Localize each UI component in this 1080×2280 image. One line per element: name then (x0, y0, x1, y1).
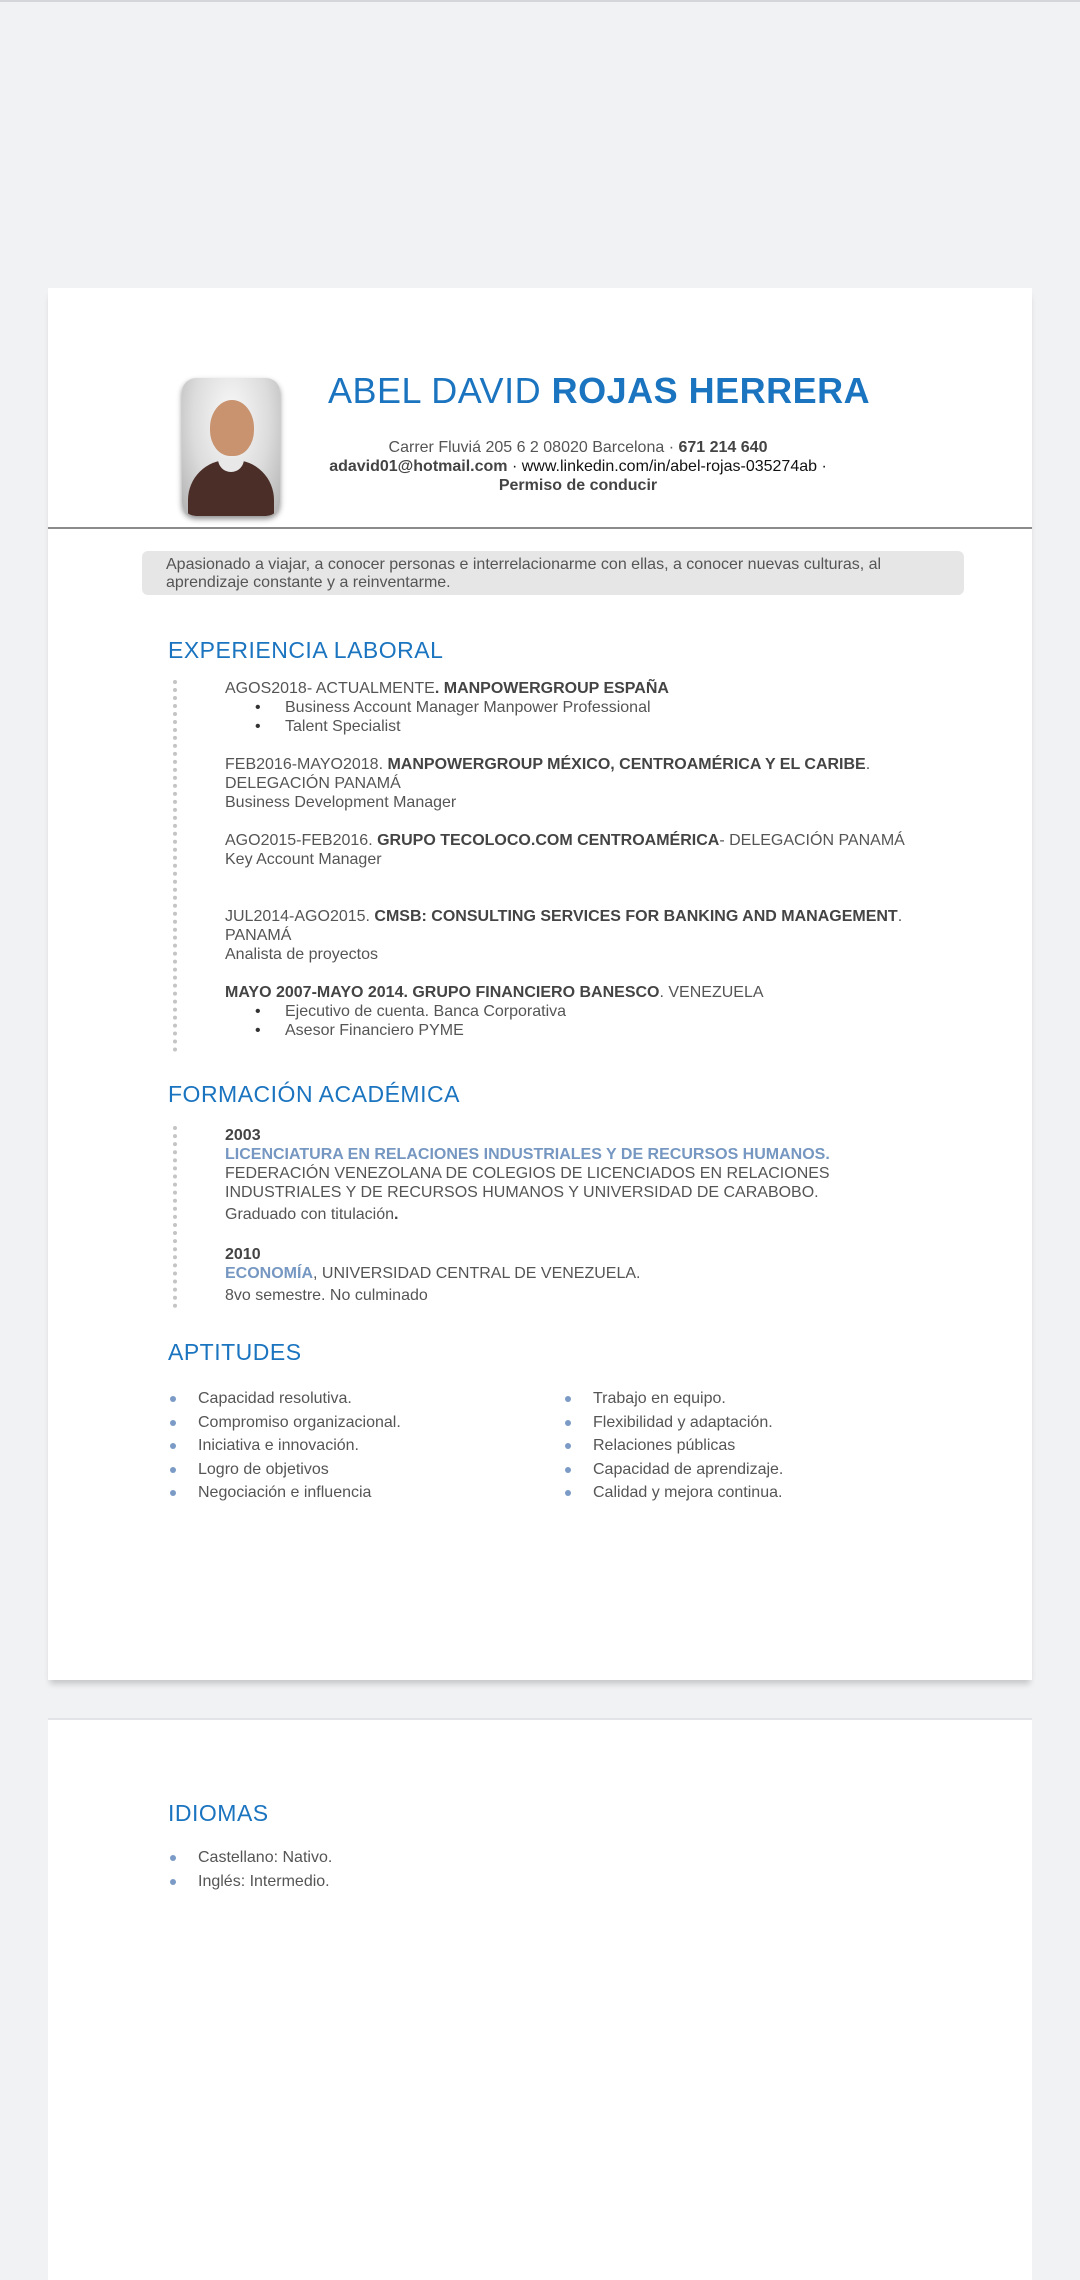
entry-note: 8vo semestre. No culminado (225, 1287, 428, 1304)
list-item: • Asesor Financiero PYME (255, 1021, 925, 1040)
entry-note: Graduado con titulación (225, 1206, 394, 1223)
skills-list-left (168, 1387, 401, 1505)
header-divider (48, 527, 1032, 529)
candidate-name (328, 370, 871, 412)
linkedin-link[interactable]: www.linkedin.com/in/abel-rojas-035274ab (521, 458, 818, 475)
list-item: Castellano: Nativo. (168, 1846, 332, 1870)
entry-company: . MANPOWERGROUP ESPAÑA (434, 680, 669, 697)
entry-location: . PANAMÁ (225, 908, 903, 944)
entry-dates: AGO2015-FEB2016. (225, 832, 378, 849)
entry-institution: , UNIVERSIDAD CENTRAL DE VENEZUELA. (313, 1265, 641, 1282)
list-item: Capacidad de aprendizaje. (563, 1458, 783, 1482)
education-entry (225, 1126, 925, 1224)
entry-location: . VENEZUELA (659, 984, 764, 1001)
profile-photo (182, 378, 280, 516)
entry-degree: LICENCIATURA EN RELACIONES INDUSTRIALES Y DE RECURSOS HUMANOS. (225, 1146, 830, 1163)
experience-entry (225, 679, 925, 736)
entry-location: . DELEGACIÓN PANAMÁ (225, 756, 871, 792)
separator: · (821, 458, 827, 475)
resume-page-1 (48, 288, 1032, 1680)
list-item: Compromiso organizacional. (168, 1411, 401, 1435)
separator: · (511, 458, 518, 475)
entry-degree: ECONOMÍA (225, 1265, 313, 1282)
profile-summary: Apasionado a viajar, a conocer personas e interrelacionarme con ellas, a conocer nuevas culturas, al aprendizaje constante y a reinventarme. (142, 551, 964, 595)
entry-location: - DELEGACIÓN PANAMÁ (719, 832, 905, 849)
skills-list-right (563, 1387, 783, 1505)
entry-company: MAYO 2007-MAYO 2014. GRUPO FINANCIERO BANESCO (225, 984, 660, 1001)
contact-info (308, 438, 848, 495)
list-item: Flexibilidad y adaptación. (563, 1411, 783, 1435)
entry-institution: FEDERACIÓN VENEZOLANA DE COLEGIOS DE LICENCIADOS EN RELACIONES INDUSTRIALES Y DE RECURSOS HUMANOS Y UNIVERSIDAD DE CARABOBO. (225, 1165, 830, 1201)
list-item: • Talent Specialist (255, 717, 925, 736)
driving-license: Permiso de conducir (498, 477, 658, 494)
languages-heading: IDIOMAS (168, 1800, 269, 1826)
list-item: Trabajo en equipo. (563, 1387, 783, 1411)
entry-dates: JUL2014-AGO2015. (225, 908, 375, 925)
entry-year: 2010 (225, 1246, 261, 1263)
entry-year: 2003 (225, 1127, 261, 1144)
phone: 671 214 640 (678, 439, 768, 456)
experience-entry (225, 831, 925, 869)
experience-entry (225, 907, 925, 964)
top-divider (0, 0, 1080, 2)
entry-role: Key Account Manager (225, 851, 382, 868)
list-item: Logro de objetivos (168, 1458, 401, 1482)
list-item: Capacidad resolutiva. (168, 1387, 401, 1411)
list-item: • Business Account Manager Manpower Professional (255, 698, 925, 717)
list-item: Negociación e influencia (168, 1481, 401, 1505)
experience-timeline (173, 680, 905, 1052)
list-item: Calidad y mejora continua. (563, 1481, 783, 1505)
address: Carrer Fluviá 205 6 2 08020 Barcelona · (388, 439, 675, 456)
experience-entry (225, 755, 925, 812)
education-timeline (173, 1126, 830, 1308)
entry-role: Business Development Manager (225, 794, 457, 811)
list-item: Relaciones públicas (563, 1434, 783, 1458)
experience-heading: EXPERIENCIA LABORAL (168, 637, 444, 663)
entry-dates: AGOS2018- ACTUALMENTE (225, 680, 435, 697)
entry-dates: FEB2016-MAYO2018. (225, 756, 388, 773)
languages-list (168, 1846, 332, 1893)
email-link[interactable]: adavid01@hotmail.com (329, 458, 508, 475)
list-item: Iniciativa e innovación. (168, 1434, 401, 1458)
entry-company: GRUPO TECOLOCO.COM CENTROAMÉRICA (377, 832, 720, 849)
resume-page-2 (48, 1718, 1032, 2280)
list-item: Inglés: Intermedio. (168, 1870, 332, 1894)
skills-heading: APTITUDES (168, 1339, 302, 1365)
education-heading: FORMACIÓN ACADÉMICA (168, 1081, 460, 1107)
last-names: ROJAS HERRERA (551, 370, 871, 411)
first-names: ABEL DAVID (328, 370, 542, 411)
entry-note-end: . (394, 1206, 399, 1223)
entry-company: MANPOWERGROUP MÉXICO, CENTROAMÉRICA Y EL CARIBE (387, 756, 866, 773)
entry-company: CMSB: CONSULTING SERVICES FOR BANKING AND MANAGEMENT (374, 908, 898, 925)
education-entry (225, 1245, 925, 1305)
entry-role: Analista de proyectos (225, 946, 378, 963)
list-item: • Ejecutivo de cuenta. Banca Corporativa (255, 1002, 925, 1021)
experience-entry (225, 983, 925, 1040)
